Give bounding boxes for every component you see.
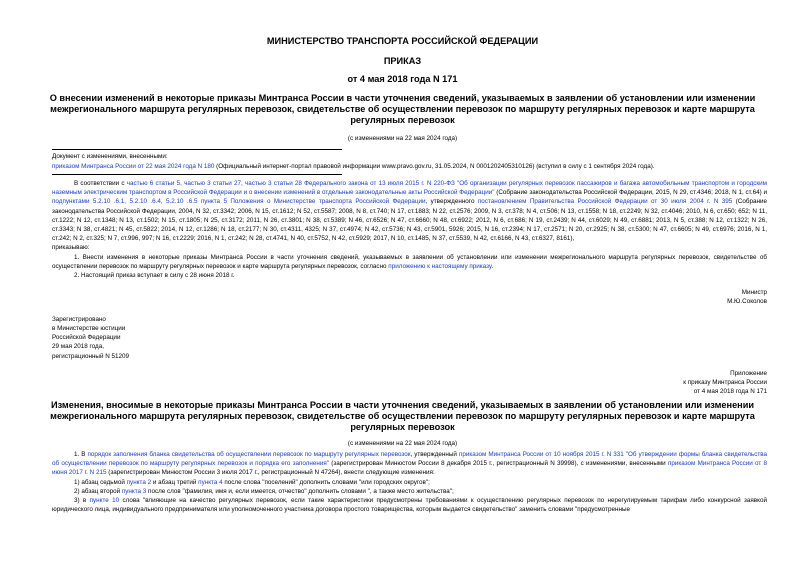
doc-type-heading: ПРИКАЗ bbox=[383, 56, 422, 66]
appendix-subitem-1: 1) абзац седьмой пункта 2 и абзац третий пункта 4 после слова "поселений" дополнить словами "или городских округов"; bbox=[74, 478, 430, 486]
regulation-subitems-link[interactable]: подпунктами 5.2.10 .6.1, 5.2.10 .6.4, 5.2.10 .6.5 пункта 5 Положения о Министерстве транспорта Российской Федерации bbox=[52, 198, 426, 206]
appendix-revision-note: (с изменениями на 22 мая 2024 года) bbox=[347, 439, 458, 447]
amendments-block bbox=[52, 152, 767, 171]
appendix-link[interactable]: приложению к настоящему приказу bbox=[388, 262, 492, 270]
point-4-link[interactable]: пункта 4 bbox=[198, 478, 223, 486]
ministry-heading: МИНИСТЕРСТВО ТРАНСПОРТА РОССИЙСКОЙ ФЕДЕРАЦИИ bbox=[266, 36, 539, 46]
signature-name: М.Ю.Соколов bbox=[727, 298, 767, 306]
amendments-label: Документ с изменениями, внесенными: bbox=[52, 153, 168, 161]
appendix-ref-2: от 4 мая 2018 года N 171 bbox=[693, 388, 767, 396]
divider bbox=[52, 149, 342, 150]
appendix-item-1: 1. В порядок заполнения бланка свидетельства об осуществлении перевозок по маршруту регулярных перевозок, утвержденный приказом Минтранса России от 10 ноября 2015 г. N 331 "Об утверждении формы бланка свидетельства об осуществлении перевозок по маршруту регулярных перевозок и порядка его заполнения" (зарегистрирован Минюстом России 8 декабря 2015 г., регистрационный N 39998), с изменениями, внесенными приказом Минтранса России от 8 июня 2017 г. N 215 (зарегистрирован Минюстом России 3 июля 2017 г., регистрационный N 47264), внести следующие изменения: bbox=[52, 450, 768, 477]
appendix-subitem-3: 3) в пункте 10 слова "влияющие на качество регулярных перевозок, если такие характеристики предусмотрены требованиями к осуществлению регулярных перевозок по нерегулируемым тарифам либо конкурсной заявкой юридического лица, индивидуального предпринимателя или уполномоченного участника договора простого товарищества, которым выдается свидетельство" заменить словами "предусмотренные bbox=[52, 496, 767, 514]
preamble-paragraph: В соответствии с частью 6 статьи 5, частью 3 статьи 27, частью 3 статьи 28 Федерального закона от 13 июля 2015 г. N 220-ФЗ "Об организации регулярных перевозок пассажиров и багажа автомобильным транспортом и городским наземным электрическим транспортом в Российской Федерации и о внесении изменений в отдельные законодательные акты Российской Федерации" (Собрание законодательства Российской Федерации, 2015, N 29, ст.4346; 2018, N 1, ст.64) и подпунктами 5.2.10 .6.1, 5.2.10 .6.4, 5.2.10 .6.5 пункта 5 Положения о Министерстве транспорта Российской Федерации, утвержденного постановлением Правительства Российской Федерации от 30 июля 2004 г. N 395 (Собрание законодательства Российской Федерации, 2004, N 32, ст.3342; 2006, N 15, ст.1612; N 52, ст.5587; 2008, N 8, ст.740; N 17, ст.1883; N 22, ст.2576; 2009, N 3, ст.378; N 4, ст.506; N 13, ст.1558; N 18, ст.2249; N 32, ст.4046; 2010, N 6, ст.650; 652; N 11, ст.1222; N 12, ст.1348; N 13, ст.1502; N 15, ст.1805; N 25, ст.3172; 2011, N 26, ст.3801; N 38, ст.5389; N 46, ст.6526; N 47, ст.6660; N 48, ст.6922; 2012, N 6, ст.686; N 19, ст.2439; N 44, ст.6029; N 49, ст.6881; 2013, N 5, ст.388; N 12, ст.1322; N 26, ст.3343; N 38, ст.4821; N 45, ст.5822; 2014, N 12, ст.1286; N 18, ст.2177; N 30, ст.4311, 4325; N 37, ст.4974; N 42, ст.5736; N 43, ст.5901, 5926; 2015, N 16, ст.2394; N 17, ст.2571; N 20, ст.2925; N 38, ст.5300; N 47, ст.6605; N 49, ст.6976; 2016, N 1, ст.242; N 2, ст.325; N 7, ст.996, 997; N 16, ст.2229; 2016, N 1, ст.242; N 28, ст.4741, N 40, ст.5752, N 42, ст.5929; 2017, N 10, ст.1485, N 37, ст.5539, N 42, ст.6166, N 43, ст.6327, 8161), bbox=[52, 179, 767, 243]
amendment-link[interactable]: приказом Минтранса России от 22 мая 2024 года N 180 bbox=[52, 162, 215, 170]
point-3-link[interactable]: пункта 3 bbox=[121, 487, 147, 495]
filling-procedure-link[interactable]: порядок заполнения бланка свидетельства об осуществлении перевозок по маршруту регулярных перевозок bbox=[87, 450, 411, 458]
document-title: О внесении изменений в некоторые приказы Минтранса России в части уточнения сведений, указываемых в заявлении об установлении или изменении межрегионального маршрута регулярных перевозок, свидетельстве об осуществлении перевозок по маршруту регулярных перевозок и карте маршрута регулярных перевозок bbox=[49, 93, 756, 125]
point-10-link[interactable]: пункте 10 bbox=[89, 496, 120, 504]
registration-block: Зарегистрировано в Министерстве юстиции Российской Федерации 29 мая 2018 года, регистрационный N 51209 bbox=[52, 315, 130, 360]
federal-law-link[interactable]: частью 6 статьи 5, частью 3 статьи 27, частью 3 статьи 28 Федерального закона от 13 июля 2015 г. N 220-ФЗ "Об организации регулярных перевозок пассажиров и багажа автомобильным транспортом и городским наземным электрическим транспортом в Российской Федерации и о внесении изменений в отдельные законодательные акты Российской Федерации" bbox=[52, 179, 767, 197]
appendix-label: Приложение bbox=[730, 370, 767, 378]
amendment-source: (Официальный интернет-портал правовой информации www.pravo.gov.ru, 31.05.2024, N 0001202405310126) (вступил в силу с 1 сентября 2024 года). bbox=[214, 162, 655, 170]
order-item-1: 1. Внести изменения в некоторые приказы Минтранса России в части уточнения сведений, указываемых в заявлении об установлении или изменении межрегионального маршрута регулярных перевозок, свидетельстве об осуществлении перевозок по маршруту регулярных перевозок и карте маршрута регулярных перевозок, согласно приложению к настоящему приказу. bbox=[52, 253, 767, 270]
order-item-2: 2. Настоящий приказ вступает в силу с 28 июня 2018 г. bbox=[74, 271, 235, 279]
order-331-link[interactable]: приказом Минтранса России от 10 ноября 2015 г. N 331 "Об утверждении формы бланка свидетельства об осуществлении перевозок по маршруту регулярных перевозок и порядка его заполнения" bbox=[52, 450, 768, 468]
appendix-title: Изменения, вносимые в некоторые приказы Минтранса России в части уточнения сведений, указываемых в заявлении об установлении или изменении межрегионального маршрута регулярных перевозок, свидетельстве об осуществлении перевозок по маршруту регулярных перевозок и карте маршрута регулярных перевозок bbox=[50, 399, 755, 432]
date-number-heading: от 4 мая 2018 года N 171 bbox=[347, 74, 458, 84]
revision-note: (с изменениями на 22 мая 2024 года) bbox=[347, 135, 458, 142]
appendix-ref-1: к приказу Минтранса России bbox=[683, 379, 767, 387]
government-decree-link[interactable]: постановлением Правительства Российской Федерации от 30 июля 2004 г. N 395 bbox=[477, 198, 733, 206]
appendix-subitem-2: 2) абзац второй пункта 3 после слов "фамилия, имя и, если имеется, отчество" дополнить словами ", а также место жительства"; bbox=[74, 487, 454, 495]
order-215-link[interactable]: приказом Минтранса России от 8 июня 2017 г. N 215 bbox=[52, 460, 767, 477]
order-word: приказываю: bbox=[52, 244, 90, 252]
signature-position: Министр bbox=[741, 289, 767, 297]
point-2-link[interactable]: пункта 2 bbox=[126, 478, 152, 486]
